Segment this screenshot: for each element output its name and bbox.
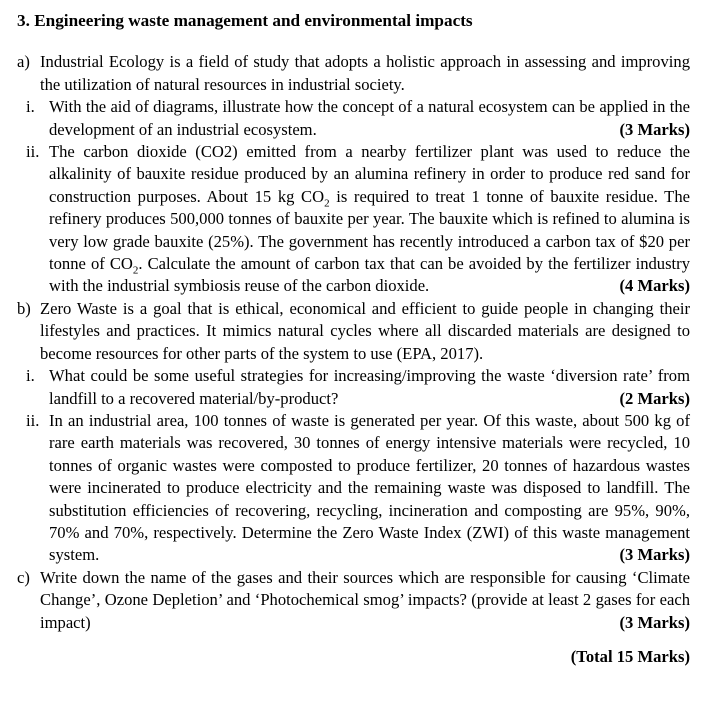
part-a: [14, 51, 690, 96]
part-a-ii: [14, 141, 690, 298]
part-c-marks: (3 Marks): [619, 612, 690, 632]
part-a-label: a): [17, 52, 30, 72]
part-a-ii-text-1: The carbon dioxide (CO2) emitted from a nearby fertilizer plant was used to reduce the alkalinity of bauxite residue produced by an alumina refinery in order to produce red sand for construction purposes. About 15 kg CO: [49, 142, 690, 206]
co2-subscript: 2: [132, 264, 139, 277]
part-b-intro: Zero Waste is a goal that is ethical, economical and efficient to guide people in changing their lifestyles and practices. It mimics natural cycles where all discarded materials are designed to become resources for other parts of the system to use (EPA, 2017).: [40, 298, 690, 363]
part-a-i-label: i.: [26, 97, 35, 117]
part-b-label: b): [17, 298, 31, 318]
co2-subscript: 2: [324, 197, 330, 210]
part-b-i-marks: (2 Marks): [619, 388, 690, 408]
part-b-ii-marks: (3 Marks): [619, 545, 690, 565]
part-b-i-text: What could be some useful strategies for increasing/improving the waste ‘diversion rate’ from landfill to a recovered material/by-product?: [49, 366, 690, 408]
part-a-i-marks: (3 Marks): [619, 119, 690, 139]
part-b-i-label: i.: [26, 366, 35, 386]
part-c-label: c): [17, 567, 30, 587]
part-a-ii-label: ii.: [26, 142, 40, 162]
part-a-ii-marks: (4 Marks): [619, 276, 690, 296]
part-a-ii-text-3: . Calculate the amount of carbon tax that can be avoided by the fertilizer industry with the industrial symbiosis reuse of the carbon dioxide.: [49, 254, 690, 296]
part-c-text: Write down the name of the gases and their sources which are responsible for causing ‘Climate Change’, Ozone Depletion’ and ‘Photochemical smog’ impacts? (provide at least 2 gases for each impact): [40, 567, 690, 632]
part-a-intro: Industrial Ecology is a field of study that adopts a holistic approach in assessing and improving the utilization of natural resources in industrial society.: [40, 52, 690, 94]
part-b-ii-label: ii.: [26, 410, 40, 430]
part-c: [14, 567, 690, 634]
question-heading: 3. Engineering waste management and environmental impacts: [17, 11, 473, 30]
part-b-i: [14, 365, 690, 410]
part-a-i: [14, 96, 690, 141]
part-b: [14, 298, 690, 365]
part-b-ii: [14, 410, 690, 567]
part-a-i-text: With the aid of diagrams, illustrate how the concept of a natural ecosystem can be applied in the development of an industrial ecosystem.: [49, 97, 690, 139]
part-b-ii-text: In an industrial area, 100 tonnes of waste is generated per year. Of this waste, about 500 kg of rare earth materials was recovered, 30 tonnes of energy intensive materials were recycled, 10 tonnes of organic wastes were composted to produce fertilizer, 20 tonnes of hazardous wastes were incinerated to produce electricity and the remaining waste was disposed to landfill. The substitution efficiencies of recovering, recycling, incineration and composting are 95%, 90%, 70% and 70%, respectively. Determine the Zero Waste Index (ZWI) of this waste management system.: [49, 410, 690, 565]
total-marks: (Total 15 Marks): [570, 646, 690, 666]
part-a-ii-text-2: is required to treat 1 tonne of bauxite residue. The refinery produces 500,000 tonnes of bauxite per year. The bauxite which is refined to alumina is very low grade bauxite (25%). The government has recently introduced a carbon tax of $20 per tonne of CO: [49, 186, 690, 274]
